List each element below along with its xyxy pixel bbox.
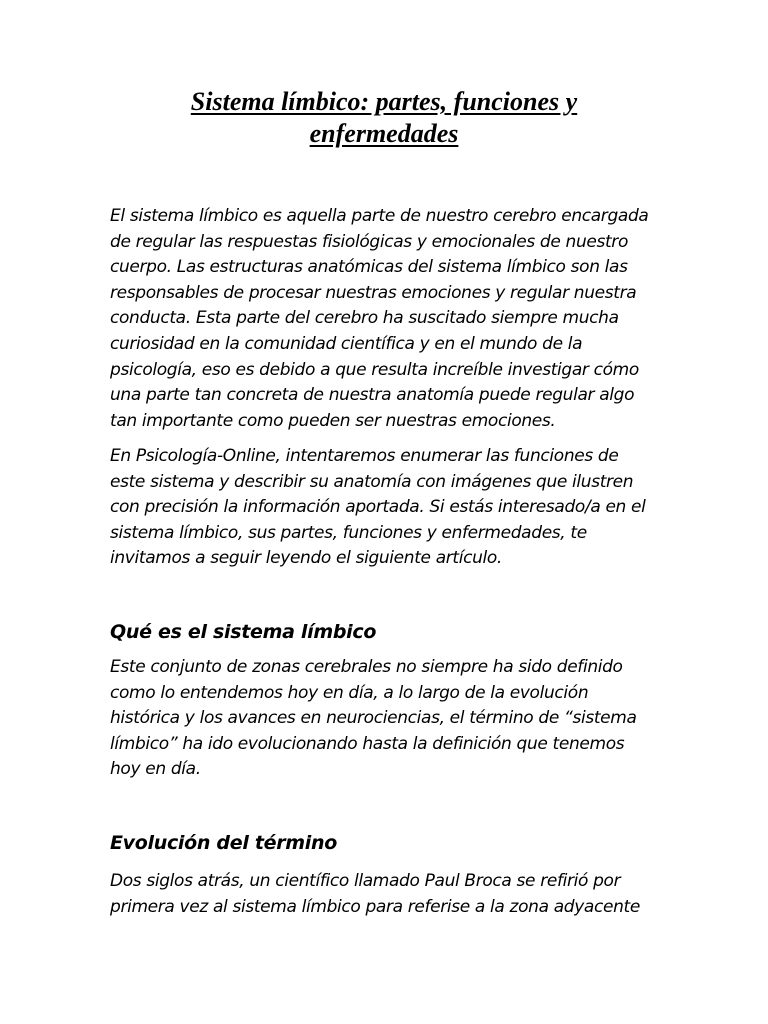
- text-line: psicología, eso es debido a que resulta increíble investigar cómo: [110, 359, 639, 380]
- text-line: hoy en día.: [110, 759, 201, 780]
- text-line: tan importante como pueden ser nuestras emociones.: [110, 410, 556, 431]
- text-line: conducta. Esta parte del cerebro ha suscitado siempre mucha: [110, 308, 619, 329]
- text-line: Este conjunto de zonas cerebrales no siempre ha sido definido: [110, 657, 623, 677]
- title-line: Sistema límbico: partes, funciones y: [190, 87, 578, 116]
- document-title: [120, 86, 648, 150]
- text-line: una parte tan concreta de nuestra anatomía puede regular algo: [110, 385, 635, 406]
- text-line: sistema límbico, sus partes, funciones y enfermedades, te: [110, 522, 587, 543]
- text-line: como lo entendemos hoy en día, a lo largo de la evolución: [110, 682, 589, 703]
- text-line: con precisión la información aportada. Si estás interesado/a en el: [110, 497, 646, 518]
- text-line: invitamos a seguir leyendo el siguiente artículo.: [110, 548, 502, 569]
- second-paragraph: [110, 444, 662, 572]
- text-line: El sistema límbico es aquella parte de nuestro cerebro encargada: [110, 206, 649, 226]
- text-line: responsables de procesar nuestras emociones y regular nuestra: [110, 282, 637, 303]
- text-line: En Psicología-Online, intentaremos enumerar las funciones de: [110, 446, 619, 466]
- text-line: cuerpo. Las estructuras anatómicas del sistema límbico son las: [110, 257, 628, 278]
- text-line: primera vez al sistema límbico para referise a la zona adyacente: [110, 896, 640, 917]
- section-paragraph-evolucion: [110, 869, 662, 920]
- section-heading-que-es: Qué es el sistema límbico: [110, 621, 377, 643]
- text-line: de regular las respuestas fisiológicas y emocionales de nuestro: [110, 231, 628, 252]
- text-line: curiosidad en la comunidad científica y en el mundo de la: [110, 333, 583, 354]
- text-line: histórica y los avances en neurociencias, el término de “sistema: [110, 708, 637, 729]
- text-line: límbico” ha ido evolucionando hasta la definición que tenemos: [110, 733, 625, 754]
- text-line: este sistema y describir su anatomía con imágenes que ilustren: [110, 471, 634, 492]
- title-line: enfermedades: [309, 119, 459, 148]
- section-paragraph-que-es: [110, 655, 662, 783]
- intro-paragraph: [110, 204, 662, 434]
- text-line: Dos siglos atrás, un científico llamado Paul Broca se refirió por: [110, 871, 621, 891]
- section-heading-evolucion: Evolución del término: [110, 832, 337, 854]
